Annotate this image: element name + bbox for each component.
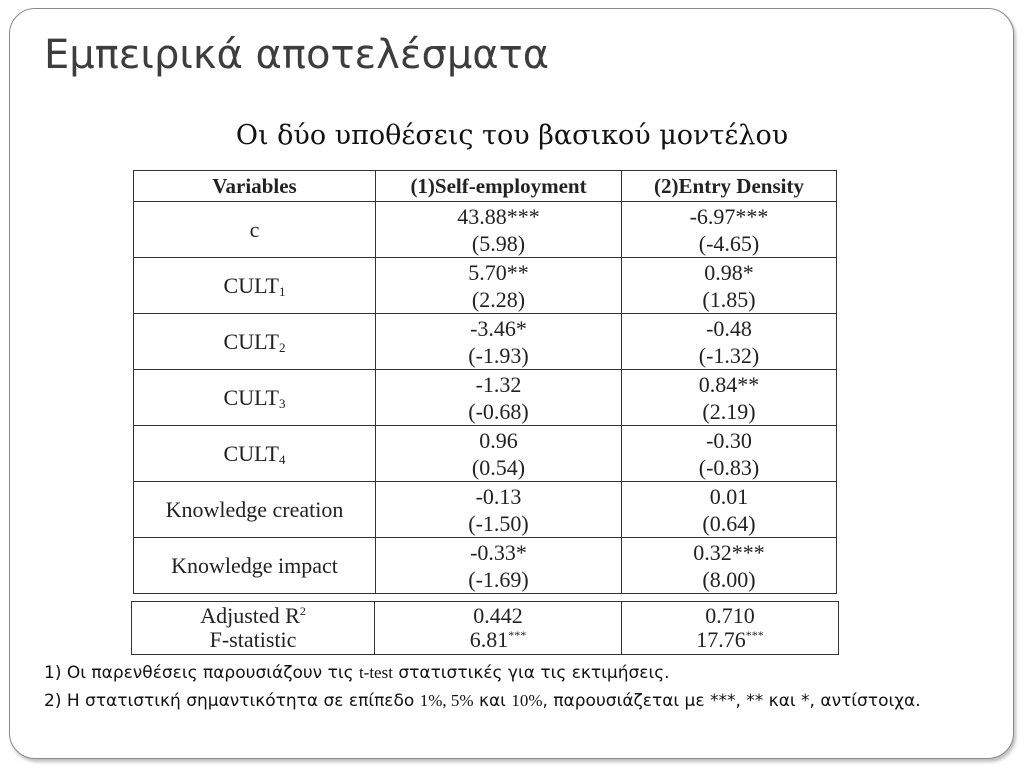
coefficient: -0.30 <box>706 427 752 453</box>
entry-density-cell <box>622 370 837 426</box>
coefficient: 0.98* <box>704 259 754 285</box>
variable-cell <box>134 202 376 258</box>
t-statistic: (5.98) <box>471 230 526 256</box>
header-self-employment: (1)Self-employment <box>376 171 622 202</box>
self-employment-cell <box>376 482 622 538</box>
variable-cell <box>134 426 376 482</box>
coefficient: -1.32 <box>475 371 522 397</box>
variable-name: CULT <box>223 273 279 298</box>
variable-name: CULT <box>223 385 279 410</box>
entry-density-cell <box>622 202 837 258</box>
footnote-2-level-10: 10% <box>511 691 543 710</box>
variable-cell <box>134 538 376 594</box>
adjusted-r2-label: Adjusted R <box>200 603 300 628</box>
self-employment-cell <box>376 370 622 426</box>
variable-subscript: 2 <box>278 340 286 355</box>
t-statistic: (-1.32) <box>698 342 760 368</box>
footnote-2-and: και <box>473 691 512 711</box>
table-row <box>134 482 837 538</box>
f1-significance: *** <box>508 628 527 642</box>
coefficient: 0.32*** <box>693 539 765 565</box>
variable-cell <box>134 370 376 426</box>
coefficient: 43.88*** <box>457 203 540 229</box>
table-row <box>132 602 839 655</box>
self-employment-cell <box>376 538 622 594</box>
footnote-1-ttest: t-test <box>358 663 393 682</box>
variable-subscript: 3 <box>278 396 286 411</box>
variable-cell <box>134 314 376 370</box>
footnote-2-text-end: , παρουσιάζεται με ***, ** και *, αντίστοιχα. <box>542 691 921 711</box>
t-statistic: (0.64) <box>702 510 756 536</box>
t-statistic: (8.00) <box>702 566 756 592</box>
footnote-2-sep: , <box>442 691 451 710</box>
coefficient: -0.13 <box>475 483 522 509</box>
f2-significance: *** <box>745 628 764 642</box>
coefficient: -0.48 <box>706 315 752 341</box>
self-employment-cell <box>376 314 622 370</box>
t-statistic: (0.54) <box>471 454 526 480</box>
footnote-1-text: 1) Οι παρενθέσεις παρουσιάζουν τις <box>44 663 359 683</box>
entry-density-cell <box>622 426 837 482</box>
coefficient: 0.01 <box>709 483 749 509</box>
footnote-1-text-end: στατιστικές για τις εκτιμήσεις. <box>392 663 670 683</box>
f-statistic-col1: 6.81 <box>469 627 509 652</box>
table-row <box>134 538 837 594</box>
fit-statistics-table <box>131 601 839 655</box>
coefficient: -0.33* <box>470 539 527 565</box>
stats-col2-cell <box>622 602 839 655</box>
entry-density-cell <box>622 482 837 538</box>
footnote-2-level-1: 1% <box>419 691 443 710</box>
results-table <box>133 170 837 594</box>
table-row <box>134 314 837 370</box>
t-statistic: (2.28) <box>471 286 526 312</box>
table-row <box>134 258 837 314</box>
t-statistic: (-1.50) <box>468 510 529 536</box>
entry-density-cell <box>622 258 837 314</box>
footnotes <box>44 659 984 715</box>
table-row <box>134 370 837 426</box>
stats-col1-cell <box>375 602 622 655</box>
entry-density-cell <box>622 538 837 594</box>
self-employment-cell <box>376 426 622 482</box>
footnote-2-level-5: 5% <box>450 691 474 710</box>
t-statistic: (-0.68) <box>468 398 529 424</box>
slide-title: Εμπειρικά αποτελέσματα <box>44 32 550 78</box>
t-statistic: (-1.69) <box>468 566 529 592</box>
t-statistic: (-0.83) <box>698 454 760 480</box>
f-statistic-col2: 17.76 <box>696 627 746 652</box>
coefficient: 0.96 <box>479 427 518 453</box>
self-employment-cell <box>376 202 622 258</box>
table-row <box>134 426 837 482</box>
r2-superscript: 2 <box>299 604 306 618</box>
t-statistic: (-4.65) <box>698 230 760 256</box>
f-statistic-label: F-statistic <box>209 627 297 652</box>
t-statistic: (2.19) <box>702 398 756 424</box>
footnote-2 <box>44 687 984 715</box>
variable-cell <box>134 482 376 538</box>
coefficient: -3.46* <box>470 315 527 341</box>
footnote-2-text: 2) Η στατιστική σημαντικότητα σε επίπεδο <box>44 691 420 711</box>
variable-cell <box>134 258 376 314</box>
footnote-1 <box>44 659 984 687</box>
coefficient: -6.97*** <box>689 203 769 229</box>
variable-name: Knowledge creation <box>165 497 344 522</box>
header-variables: Variables <box>134 171 376 202</box>
table-header-row <box>134 171 837 202</box>
t-statistic: (-1.93) <box>468 342 529 368</box>
variable-name: CULT <box>223 329 279 354</box>
variable-subscript: 4 <box>278 452 286 467</box>
variable-name: c <box>249 217 260 242</box>
header-entry-density: (2)Entry Density <box>622 171 837 202</box>
adjusted-r2-col2: 0.710 <box>705 603 755 628</box>
coefficient: 5.70** <box>468 259 529 285</box>
t-statistic: (1.85) <box>702 286 756 312</box>
variable-name: Knowledge impact <box>171 553 338 578</box>
variable-subscript: 1 <box>278 284 286 299</box>
variable-name: CULT <box>223 441 279 466</box>
entry-density-cell <box>622 314 837 370</box>
coefficient: 0.84** <box>698 371 760 397</box>
stats-labels-cell <box>132 602 375 655</box>
self-employment-cell <box>376 258 622 314</box>
adjusted-r2-col1: 0.442 <box>473 603 523 628</box>
table-row <box>134 202 837 258</box>
slide-subtitle: Οι δύο υποθέσεις του βασικού μοντέλου <box>235 120 789 151</box>
